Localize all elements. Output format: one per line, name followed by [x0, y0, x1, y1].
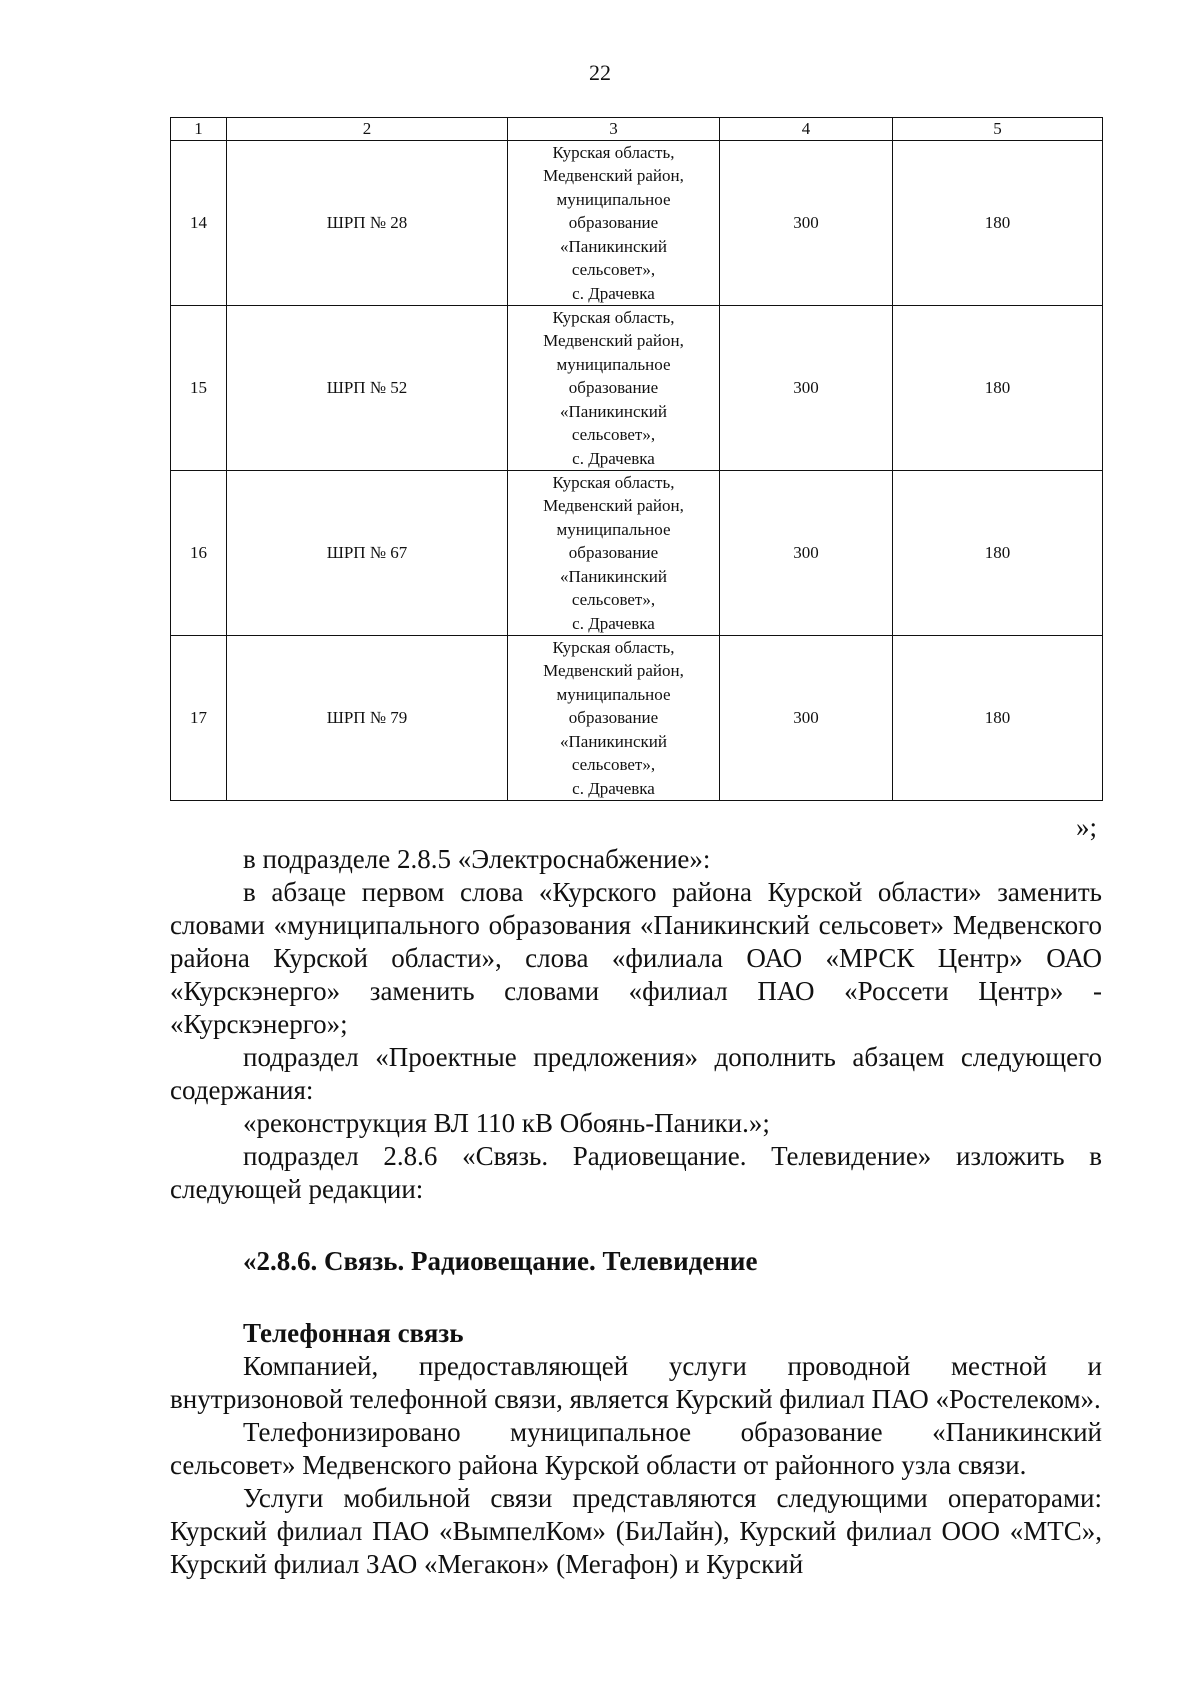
station-name: ШРП № 28 — [227, 141, 508, 306]
paragraph-telephonization: Телефонизировано муниципальное образование «Паникинский сельсовет» Медвенского района Курской области от районного узла связи. — [170, 1417, 1102, 1480]
paragraph-replace-words: в абзаце первом слова «Курского района Курской области» заменить словами «муниципального образования «Паникинский сельсовет» Медвенского района Курской области», слова «филиала ОАО «МРСК Центр» ОАО «Курскэнерго» заменить словами «филиал ПАО «Россети Центр» - «Курскэнерго»; — [170, 877, 1102, 1039]
address-line: сельсовет», — [571, 425, 656, 445]
station-name: ШРП № 52 — [227, 306, 508, 471]
row-number: 14 — [171, 141, 227, 306]
table-row — [171, 141, 1103, 306]
col4-value: 300 — [720, 471, 893, 636]
station-name: ШРП № 79 — [227, 636, 508, 801]
paragraph-reconstruction: «реконструкция ВЛ 110 кВ Обоянь-Паники.»; — [243, 1108, 770, 1138]
table-row — [171, 471, 1103, 636]
col4-value: 300 — [720, 306, 893, 471]
address-line: Курская область, — [552, 473, 675, 493]
header-col-1: 1 — [171, 118, 227, 141]
address-line: сельсовет», — [571, 590, 656, 610]
address-line: Курская область, — [552, 638, 675, 658]
col4-value: 300 — [720, 636, 893, 801]
paragraph-telephone-provider: Компанией, предоставляющей услуги проводной местной и внутризоновой телефонной связи, является Курский филиал ПАО «Ростелеком». — [170, 1351, 1102, 1414]
address-line: муниципальное — [556, 519, 671, 539]
address-line: муниципальное — [556, 189, 671, 209]
address-line: образование — [568, 543, 659, 563]
col4-value: 300 — [720, 141, 893, 306]
address-line: с. Драчевка — [572, 448, 655, 468]
table-closing-quote: »; — [1075, 812, 1097, 842]
table-header-row — [171, 118, 1103, 141]
col5-value: 180 — [893, 471, 1103, 636]
gas-distribution-table — [170, 117, 1103, 801]
address-line: «Паникинский — [560, 566, 667, 586]
document-body — [170, 843, 1102, 1581]
col5-value: 180 — [893, 636, 1103, 801]
section-heading: «2.8.6. Связь. Радиовещание. Телевидение — [243, 1246, 758, 1276]
paragraph-project-proposals: подраздел «Проектные предложения» дополнить абзацем следующего содержания: — [170, 1042, 1102, 1105]
header-col-2: 2 — [227, 118, 508, 141]
address-line: Медвенский район, — [543, 496, 684, 516]
address-line: образование — [568, 213, 659, 233]
header-col-3: 3 — [508, 118, 720, 141]
address-line: Медвенский район, — [543, 166, 684, 186]
table-body — [171, 141, 1103, 801]
table-row — [171, 636, 1103, 801]
page-number: 22 — [589, 60, 611, 85]
address-line: «Паникинский — [560, 236, 667, 256]
station-name: ШРП № 67 — [227, 471, 508, 636]
address-line: «Паникинский — [560, 731, 667, 751]
row-number: 17 — [171, 636, 227, 801]
address-line: Курская область, — [552, 143, 675, 163]
station-address — [508, 636, 720, 801]
address-line: образование — [568, 708, 659, 728]
station-address — [508, 471, 720, 636]
paragraph-communications-subsection: подраздел 2.8.6 «Связь. Радиовещание. Телевидение» изложить в следующей редакции: — [170, 1141, 1102, 1204]
paragraph-electricity-subsection: в подразделе 2.8.5 «Электроснабжение»: — [243, 844, 711, 874]
address-line: Медвенский район, — [543, 331, 684, 351]
address-line: сельсовет», — [571, 755, 656, 775]
table-row — [171, 306, 1103, 471]
header-col-4: 4 — [720, 118, 893, 141]
subsection-heading: Телефонная связь — [243, 1318, 464, 1348]
address-line: с. Драчевка — [572, 613, 655, 633]
address-line: с. Драчевка — [572, 283, 655, 303]
col5-value: 180 — [893, 141, 1103, 306]
station-address — [508, 141, 720, 306]
station-address — [508, 306, 720, 471]
address-line: образование — [568, 378, 659, 398]
address-line: «Паникинский — [560, 401, 667, 421]
address-line: муниципальное — [556, 354, 671, 374]
address-line: Медвенский район, — [543, 661, 684, 681]
address-line: муниципальное — [556, 684, 671, 704]
paragraph-mobile-operators: Услуги мобильной связи представляются следующими операторами: Курский филиал ПАО «ВымпелКом» (БиЛайн), Курский филиал ООО «МТС», Курский филиал ЗАО «Мегакон» (Мегафон) и Курский — [170, 1483, 1102, 1579]
header-col-5: 5 — [893, 118, 1103, 141]
address-line: с. Драчевка — [572, 778, 655, 798]
address-line: Курская область, — [552, 308, 675, 328]
address-line: сельсовет», — [571, 260, 656, 280]
row-number: 15 — [171, 306, 227, 471]
col5-value: 180 — [893, 306, 1103, 471]
row-number: 16 — [171, 471, 227, 636]
